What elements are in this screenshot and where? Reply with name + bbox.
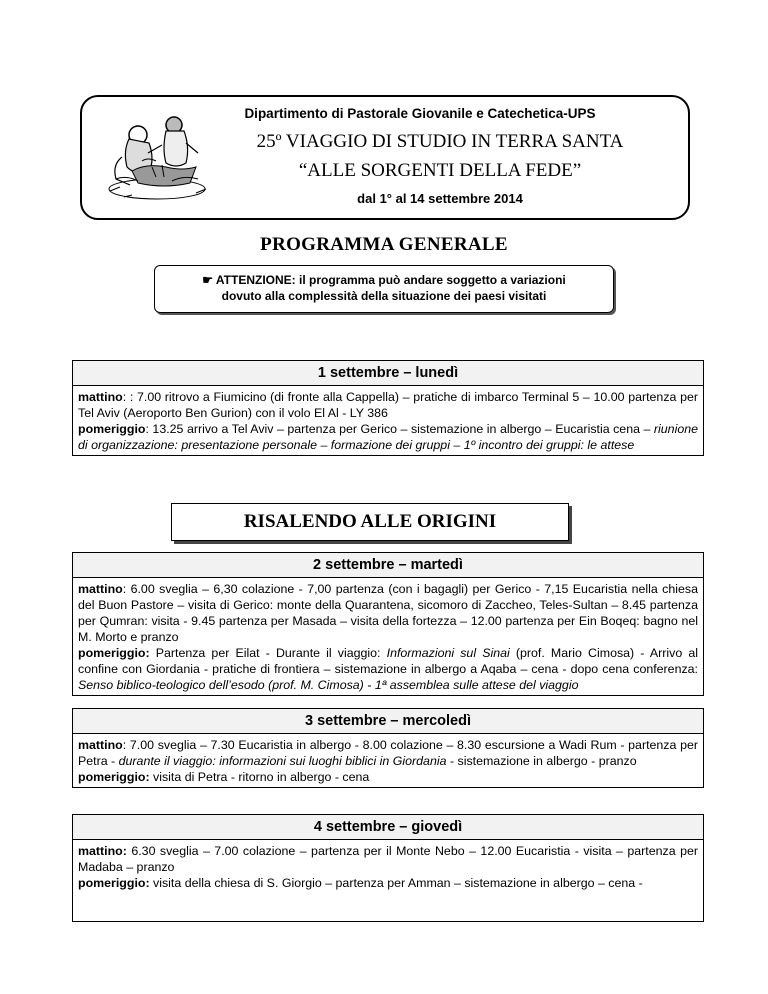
- morning-text: 6.30 sveglia – 7.00 colazione – partenza per il Monte Nebo – 12.00 Eucaristia - visita – partenza per Madaba – pranzo: [78, 844, 698, 874]
- department-name: Dipartimento di Pastorale Giovanile e Catechetica-UPS: [244, 106, 596, 121]
- afternoon-italic-2: Senso biblico-teologico dell’esodo (prof. M. Cimosa) - 1ª assemblea sulle attese del viaggio: [78, 678, 579, 692]
- biblical-figures-illustration: [102, 109, 212, 204]
- trip-dates: dal 1° al 14 settembre 2014: [357, 191, 523, 206]
- morning-text: : 6.00 sveglia – 6,30 colazione - 7,00 partenza (con i bagagli) per Gerico - 7,15 Eucaristia nella chiesa del Buon Pastore – visita di Gerico: monte della Quarantena, sicomoro di Zaccheo, Teles-Sultan – 8.45 partenza per Qumran: visita - 9.45 partenza per Masada – visita della fortezza – 12.00 partenza per Ein Boqeq: bagno nel M. Morto e pranzo: [78, 582, 698, 644]
- afternoon-text-2: (prof. Mario Cimosa) - Arrivo al confine con Giordania - pratiche di frontiera – sistemazione in albergo a Aqaba – cena - dopo cena conferenza:: [78, 646, 698, 676]
- day-1-box: [72, 360, 704, 456]
- morning-text: : : 7.00 ritrovo a Fiumicino (di fronte alla Cappella) – pratiche di imbarco Terminal 5 – 10.00 partenza per Tel Aviv (Aeroporto Ben Gurion) con il volo El Al - LY 386: [78, 390, 698, 420]
- notice-box: [154, 265, 614, 313]
- section-title: RISALENDO ALLE ORIGINI: [171, 503, 569, 541]
- morning-label: mattino: [78, 390, 123, 404]
- notice-line2: dovuto alla complessità della situazione dei paesi visitati: [221, 289, 547, 303]
- morning-italic: durante il viaggio: informazioni sui luoghi biblici in Giordania: [118, 754, 447, 768]
- day-3-heading: 3 settembre – mercoledì: [73, 709, 703, 734]
- afternoon-label: pomeriggio:: [78, 770, 150, 784]
- day-2-heading: 2 settembre – martedì: [73, 553, 703, 578]
- afternoon-text: visita della chiesa di S. Giorgio – partenza per Amman – sistemazione in albergo – cena -: [149, 876, 643, 890]
- day-3-box: [72, 708, 704, 788]
- afternoon-label: pomeriggio:: [78, 876, 150, 890]
- header-box: [80, 95, 690, 220]
- afternoon-italic: riunione di organizzazione: presentazione personale – formazione dei gruppi – 1º incontro dei gruppi: le attese: [78, 422, 698, 452]
- morning-text-2: - sistemazione in albergo - pranzo: [446, 754, 637, 768]
- day-4-body: [73, 840, 703, 893]
- afternoon-label: pomeriggio: [78, 422, 146, 436]
- day-1-body: [73, 386, 703, 455]
- day-2-box: [72, 552, 704, 696]
- afternoon-text: visita di Petra - ritorno in albergo - cena: [149, 770, 370, 784]
- pointing-hand-icon: ☛: [202, 273, 214, 287]
- day-4-box: [72, 814, 704, 922]
- afternoon-text-1: Partenza per Eilat - Durante il viaggio:: [149, 646, 387, 660]
- morning-label: mattino: [78, 738, 123, 752]
- morning-label: mattino: [78, 582, 123, 596]
- afternoon-text: : 13.25 arrivo a Tel Aviv – partenza per Gerico – sistemazione in albergo – Eucaristia cena –: [145, 422, 654, 436]
- day-4-heading: 4 settembre – giovedì: [73, 815, 703, 840]
- trip-subtitle: “ALLE SORGENTI DELLA FEDE”: [298, 160, 582, 181]
- morning-label: mattino:: [78, 844, 127, 858]
- afternoon-label: pomeriggio:: [78, 646, 150, 660]
- day-2-body: [73, 578, 703, 695]
- trip-title: 25º VIAGGIO DI STUDIO IN TERRA SANTA: [256, 131, 624, 152]
- afternoon-italic-1: Informazioni sul Sinai: [386, 646, 510, 660]
- program-title: PROGRAMMA GENERALE: [260, 234, 508, 255]
- day-3-body: [73, 734, 703, 787]
- notice-line1: ATTENZIONE: il programma può andare soggetto a variazioni: [215, 273, 566, 287]
- day-1-heading: 1 settembre – lunedì: [73, 361, 703, 386]
- morning-text-1: : 7.00 sveglia – 7.30 Eucaristia in albergo - 8.00 colazione – 8.30 escursione a Wadi Rum - partenza per Petra -: [78, 738, 698, 768]
